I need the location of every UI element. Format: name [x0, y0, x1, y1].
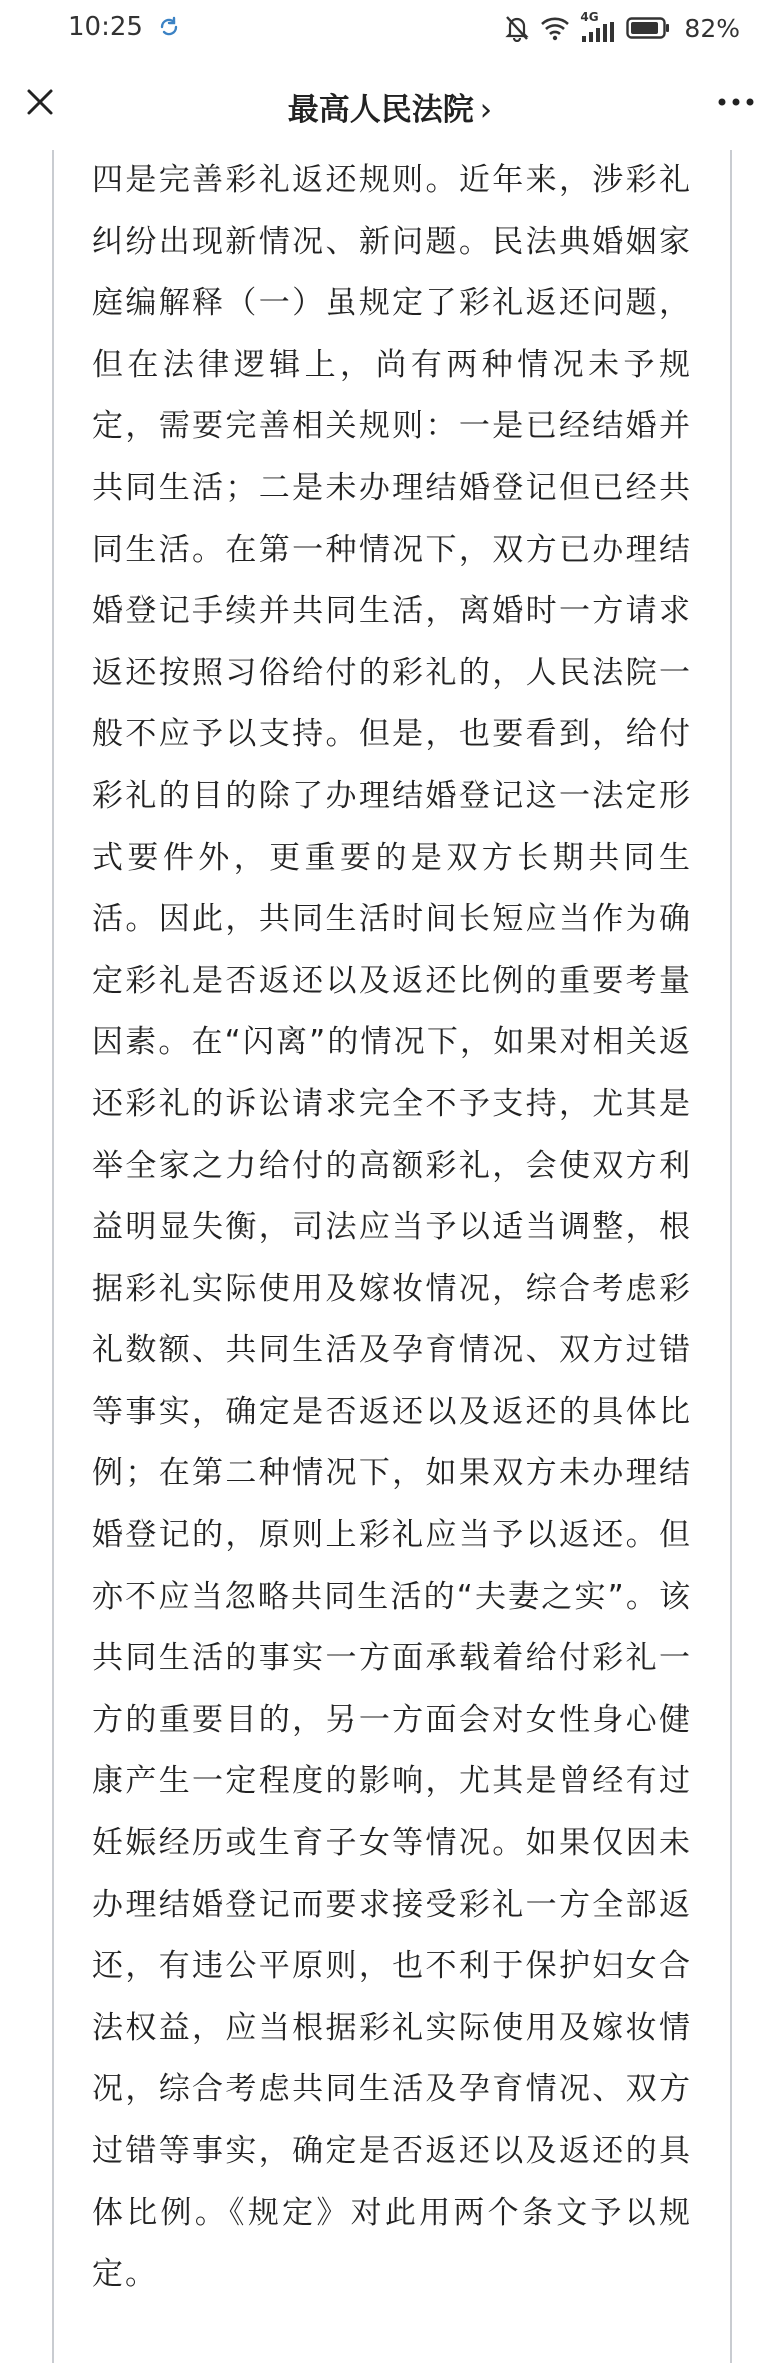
chevron-right-icon: › — [479, 92, 493, 128]
status-bar — [0, 0, 780, 58]
status-indicators — [504, 12, 740, 44]
account-title: 最高人民法院 — [287, 92, 474, 128]
battery-icon — [626, 16, 670, 40]
network-type: 4G — [580, 10, 599, 24]
article-body: 四是完善彩礼返还规则。近年来，涉彩礼纠纷出现新情况、新问题。民法典婚姻家庭编解释（一）虽规定了彩礼返还问题，但在法律逻辑上，尚有两种情况未予规定，需要完善相关规则：一是已经结婚并共同生活；二是未办理结婚登记但已经共同生活。在第一种情况下，双方已办理结婚登记手续并共同生活，离婚时一方请求返还按照习俗给付的彩礼的，人民法院一般不应予以支持。但是，也要看到，给付彩礼的目的除了办理结婚登记这一法定形式要件外，更重要的是双方长期共同生活。因此，共同生活时间长短应当作为确定彩礼是否返还以及返还比例的重要考量因素。在“闪离”的情况下，如果对相关返还彩礼的诉讼请求完全不予支持，尤其是举全家之力给付的高额彩礼，会使双方利益明显失衡，司法应当予以适当调整，根据彩礼实际使用及嫁妆情况，综合考虑彩礼数额、共同生活及孕育情况、双方过错等事实，确定是否返还以及返还的具体比例；在第二种情况下，如果双方未办理结婚登记的，原则上彩礼应当予以返还。但亦不应当忽略共同生活的“夫妻之实”。该共同生活的事实一方面承载着给付彩礼一方的重要目的，另一方面会对女性身心健康产生一定程度的影响，尤其是曾经有过妊娠经历或生育子女等情况。如果仅因未办理结婚登记而要求接受彩礼一方全部返还，有违公平原则，也不利于保护妇女合法权益，应当根据彩礼实际使用及嫁妆情况，综合考虑共同生活及孕育情况、双方过错等事实，确定是否返还以及返还的具体比例。《规定》对此用两个条文予以规定。 — [92, 162, 692, 2293]
account-title-link[interactable] — [0, 84, 780, 129]
mute-icon — [504, 14, 530, 42]
battery-percentage: 82% — [684, 13, 740, 43]
cellular-signal-icon — [580, 10, 616, 42]
wifi-icon — [540, 15, 570, 41]
navigation-bar — [0, 58, 780, 150]
status-time: 10:25 — [68, 12, 143, 42]
sync-icon — [158, 16, 180, 38]
more-icon[interactable] — [714, 92, 758, 112]
